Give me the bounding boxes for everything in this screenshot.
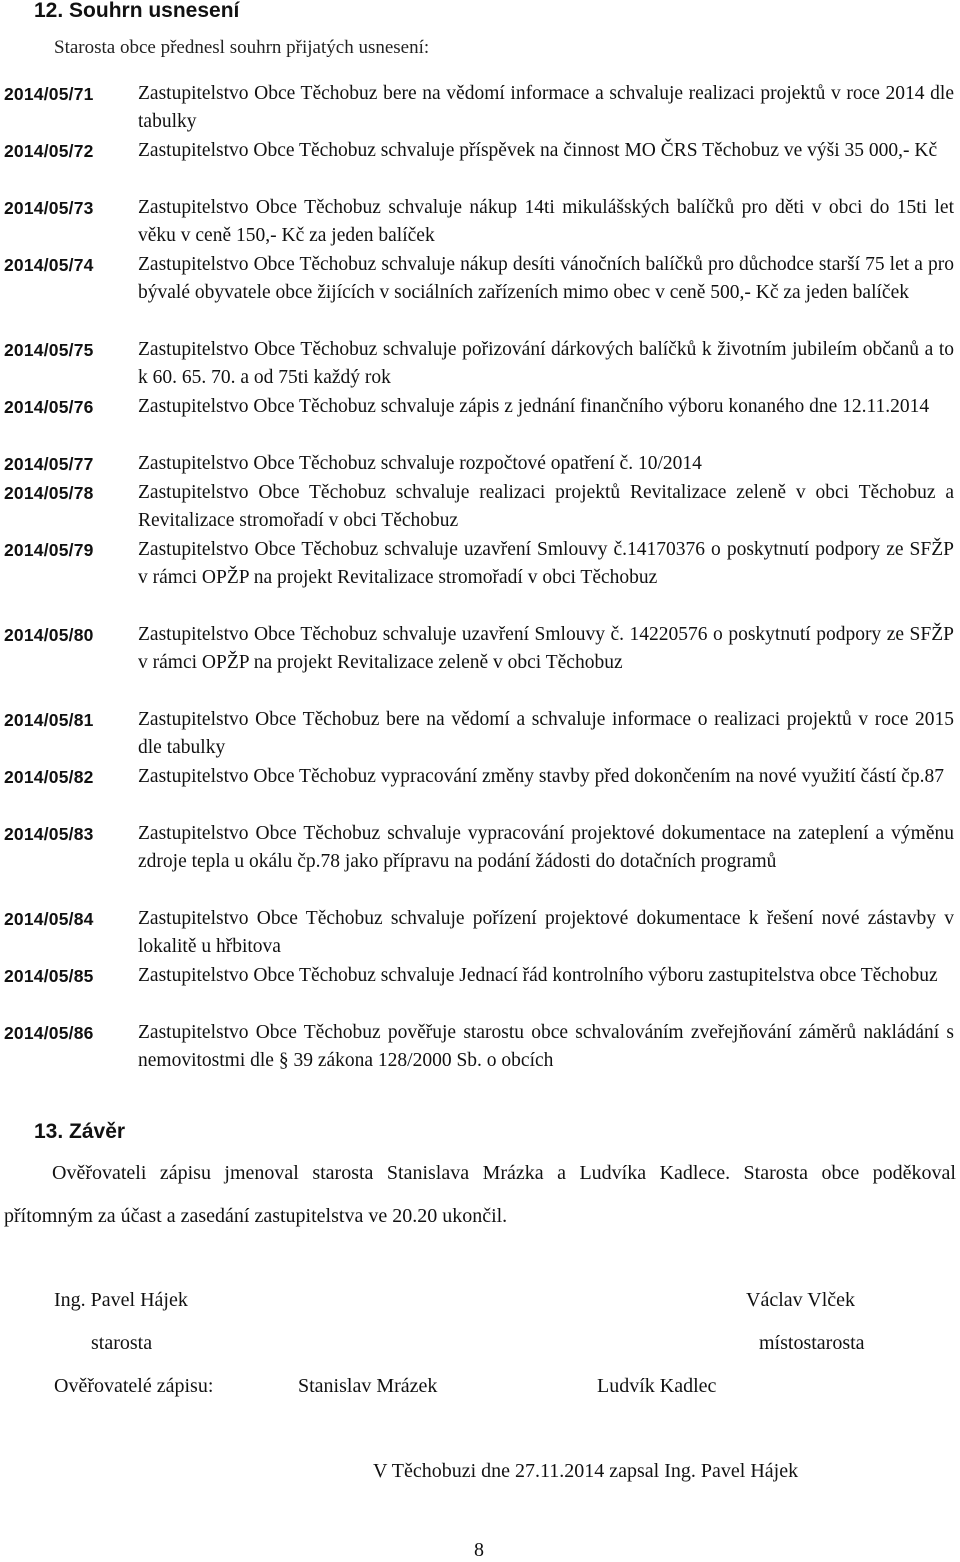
resolution-number: 2014/05/77: [4, 454, 94, 474]
resolution-item: [4, 1019, 956, 1076]
resolution-number: 2014/05/83: [4, 824, 94, 844]
resolution-item: [4, 393, 956, 421]
verifier-1-name: Stanislav Mrázek: [298, 1375, 438, 1397]
resolution-number: 2014/05/74: [4, 255, 94, 275]
section-13-text: Ověřovateli zápisu jmenoval starosta Stanislava Mrázka a Ludvíka Kadlece. Starosta obce poděkoval přítomným za účast a zasedání zastupitelstva ve 20.20 ukončil.: [4, 1162, 956, 1227]
section-12-heading: 12. Souhrn usnesení: [34, 0, 240, 22]
mayor-name: Ing. Pavel Hájek: [54, 1289, 188, 1311]
section-13-heading: 13. Závěr: [34, 1120, 126, 1143]
resolution-text: Zastupitelstvo Obce Těchobuz schvaluje zápis z jednání finančního výboru konaného dne 12.11.2014: [138, 396, 930, 417]
resolution-text: Zastupitelstvo Obce Těchobuz schvaluje uzavření Smlouvy č.14170376 o poskytnutí podpory ze SFŽP v rámci OPŽP na projekt Revitalizace stromořadí v obci Těchobuz: [138, 539, 954, 589]
resolution-text: Zastupitelstvo Obce Těchobuz schvaluje realizaci projektů Revitalizace zeleně v obci Těchobuz a Revitalizace stromořadí v obci Těchobuz: [138, 482, 954, 532]
resolution-number: 2014/05/86: [4, 1023, 94, 1043]
resolution-text: Zastupitelstvo Obce Těchobuz schvaluje rozpočtové opatření č. 10/2014: [138, 453, 702, 474]
resolution-number: 2014/05/78: [4, 483, 94, 503]
resolution-item: [4, 962, 956, 990]
resolution-number: 2014/05/72: [4, 141, 94, 161]
resolution-number: 2014/05/85: [4, 966, 94, 986]
resolution-item: [4, 706, 956, 763]
resolution-text: Zastupitelstvo Obce Těchobuz schvaluje vypracování projektové dokumentace na zateplení a výměnu zdroje tepla u okálu čp.78 jako přípravu na podání žádosti do dotačních programů: [138, 823, 954, 873]
section-12-intro: Starosta obce přednesl souhrn přijatých usnesení:: [54, 37, 430, 58]
resolution-text: Zastupitelstvo Obce Těchobuz schvaluje Jednací řád kontrolního výboru zastupitelstva obce Těchobuz: [138, 965, 938, 986]
resolution-number: 2014/05/80: [4, 625, 94, 645]
resolution-item: [4, 336, 956, 393]
resolution-number: 2014/05/73: [4, 198, 94, 218]
deputy-role: místostarosta: [759, 1332, 865, 1354]
resolution-number: 2014/05/71: [4, 84, 94, 104]
resolution-text: Zastupitelstvo Obce Těchobuz bere na vědomí informace a schvaluje realizaci projektů v roce 2014 dle tabulky: [138, 83, 954, 133]
resolution-number: 2014/05/75: [4, 340, 94, 360]
resolution-item: [4, 763, 956, 791]
resolution-item: [4, 137, 956, 165]
resolution-text: Zastupitelstvo Obce Těchobuz schvaluje uzavření Smlouvy č. 14220576 o poskytnutí podpory ze SFŽP v rámci OPŽP na projekt Revitalizace zeleně v obci Těchobuz: [138, 624, 954, 674]
resolution-item: [4, 479, 956, 536]
resolution-number: 2014/05/84: [4, 909, 94, 929]
resolution-item: [4, 820, 956, 877]
page-number: 8: [474, 1539, 484, 1561]
resolution-item: [4, 621, 956, 678]
resolution-item: [4, 536, 956, 593]
resolution-item: [4, 450, 956, 478]
place-and-date: V Těchobuzi dne 27.11.2014 zapsal Ing. Pavel Hájek: [373, 1460, 799, 1482]
resolution-number: 2014/05/79: [4, 540, 94, 560]
resolution-number: 2014/05/76: [4, 397, 94, 417]
resolution-text: Zastupitelstvo Obce Těchobuz vypracování změny stavby před dokončením na nové využití částí čp.87: [138, 766, 944, 787]
resolution-item: [4, 251, 956, 308]
resolution-text: Zastupitelstvo Obce Těchobuz schvaluje nákup desíti vánočních balíčků pro důchodce starší 75 let a pro bývalé obyvatele obce žijících v sociálních zařízeních mimo obec v ceně 500,- Kč za jeden balíček: [138, 254, 954, 304]
verifiers-label: Ověřovatelé zápisu:: [54, 1375, 214, 1397]
deputy-name: Václav Vlček: [746, 1289, 856, 1311]
resolution-text: Zastupitelstvo Obce Těchobuz schvaluje příspěvek na činnost MO ČRS Těchobuz ve výši 35 000,- Kč: [138, 140, 938, 161]
resolution-text: Zastupitelstvo Obce Těchobuz schvaluje pořízení projektové dokumentace k řešení nové zástavby v lokalitě u hřbitova: [138, 908, 954, 958]
resolution-number: 2014/05/82: [4, 767, 94, 787]
mayor-role: starosta: [91, 1332, 153, 1354]
resolution-text: Zastupitelstvo Obce Těchobuz schvaluje pořizování dárkových balíčků k životním jubileím občanů a to k 60. 65. 70. a od 75ti každý rok: [138, 339, 954, 389]
resolution-text: Zastupitelstvo Obce Těchobuz schvaluje nákup 14ti mikulášských balíčků pro děti v obci do 15ti let věku v ceně 150,- Kč za jeden balíček: [138, 197, 954, 247]
resolution-item: [4, 80, 956, 137]
verifier-2-name: Ludvík Kadlec: [597, 1375, 717, 1397]
resolution-item: [4, 194, 956, 251]
resolution-text: Zastupitelstvo Obce Těchobuz bere na vědomí a schvaluje informace o realizaci projektů v roce 2015 dle tabulky: [138, 709, 954, 759]
resolution-number: 2014/05/81: [4, 710, 94, 730]
resolution-item: [4, 905, 956, 962]
resolution-text: Zastupitelstvo Obce Těchobuz pověřuje starostu obce schvalováním zveřejňování záměrů nakládání s nemovitostmi dle § 39 zákona 128/2000 Sb. o obcích: [138, 1022, 954, 1072]
